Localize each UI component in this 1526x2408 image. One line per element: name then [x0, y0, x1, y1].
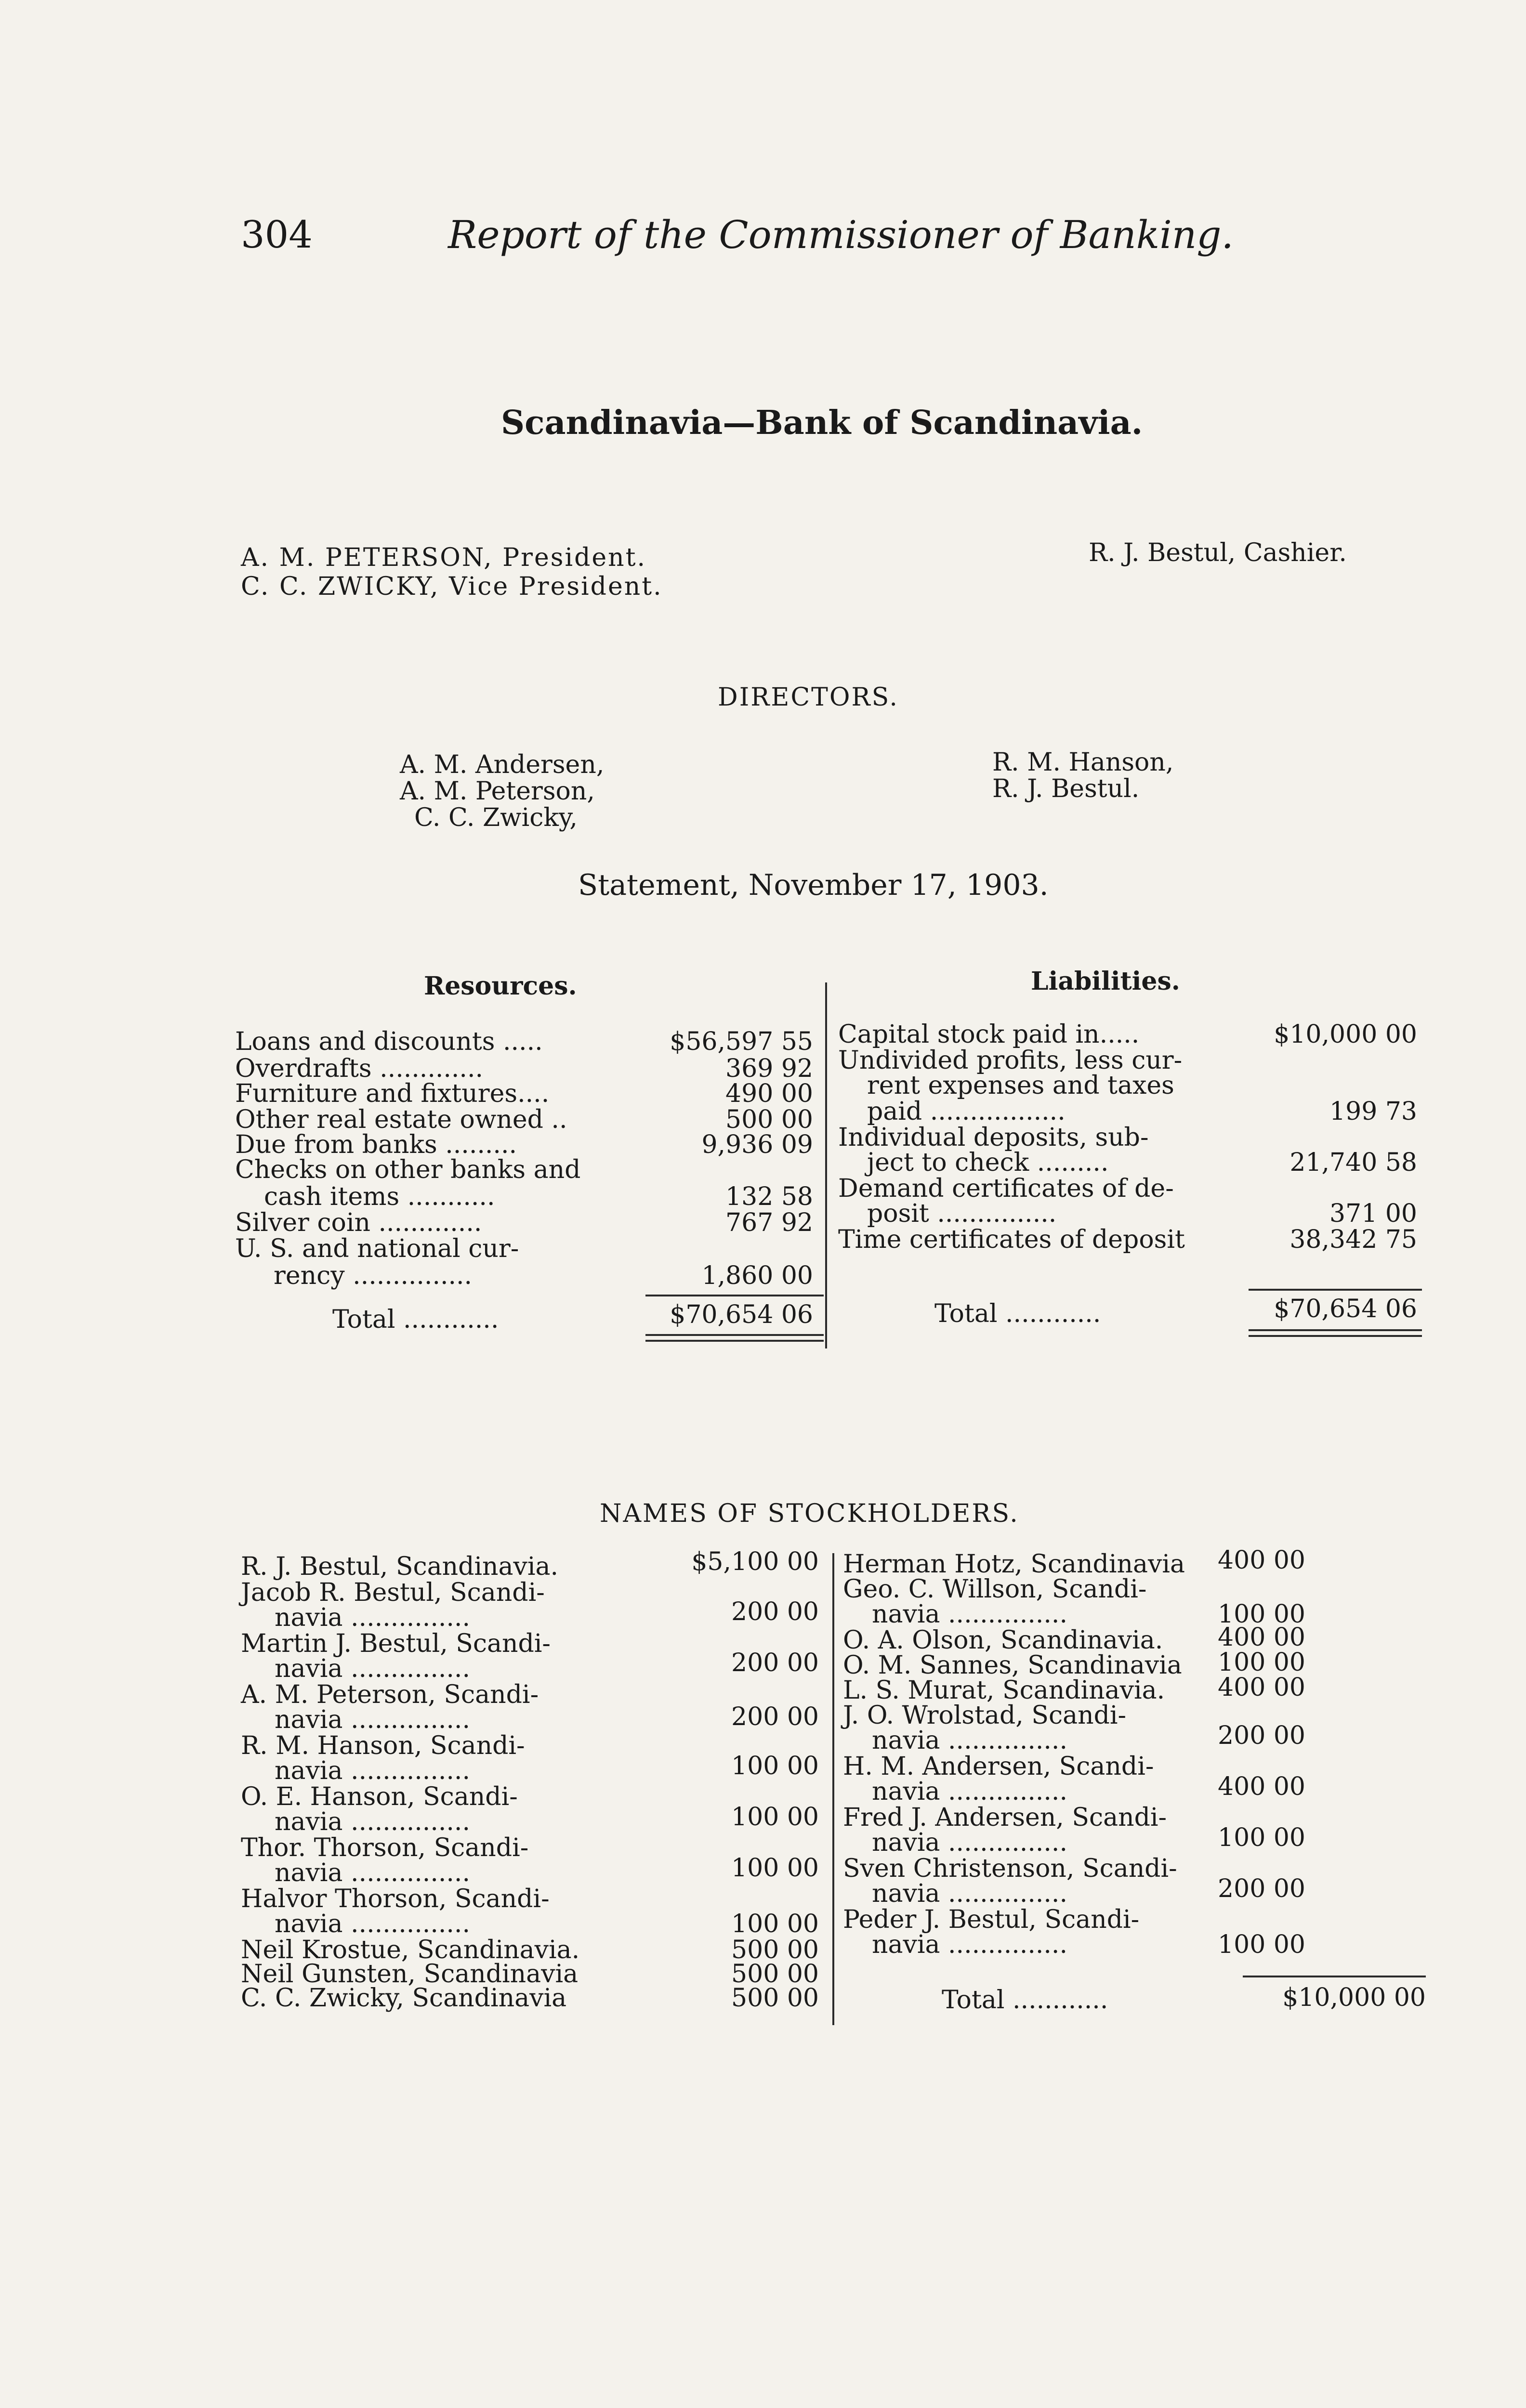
resource-label: rency ............... — [274, 1261, 473, 1290]
stockholder-name: navia ............... — [872, 1600, 1067, 1629]
stockholder-name: navia ............... — [275, 1807, 470, 1836]
resource-amount: 500 00 — [725, 1105, 813, 1134]
liabilities-total-label: Total ............ — [934, 1299, 1101, 1328]
liability-label: ject to check ......... — [867, 1148, 1109, 1177]
stockholder-amount: 100 00 — [1218, 1600, 1305, 1629]
table-row — [235, 1105, 823, 1134]
stockholder-name: Neil Krostue, Scandinavia. — [241, 1936, 580, 1964]
liability-amount: 38,342 75 — [1289, 1225, 1417, 1254]
resource-label: cash items ........... — [264, 1182, 495, 1211]
resources-subtotal-rule — [645, 1295, 824, 1296]
stockholder-name: Martin J. Bestul, Scandi- — [241, 1629, 551, 1658]
liability-label: rent expenses and taxes — [867, 1071, 1174, 1100]
director-left-0: A. M. Andersen, — [400, 750, 605, 779]
stockholder-name: Jacob R. Bestul, Scandi- — [241, 1578, 545, 1607]
stockholder-name: L. S. Murat, Scandinavia. — [843, 1676, 1165, 1705]
stockholder-name: navia ............... — [872, 1930, 1067, 1959]
bank-title: Scandinavia—Bank of Scandinavia. — [501, 404, 1143, 442]
stockholder-amount: 200 00 — [731, 1597, 819, 1626]
stockholder-name: R. M. Hanson, Scandi- — [241, 1731, 525, 1760]
liability-label: Capital stock paid in..... — [838, 1020, 1140, 1049]
stockholder-name: C. C. Zwicky, Scandinavia — [241, 1984, 567, 2013]
stockholder-amount: 400 00 — [1218, 1772, 1305, 1801]
table-row — [235, 1209, 823, 1235]
table-row — [838, 1098, 1426, 1124]
liability-label: posit ............... — [867, 1199, 1057, 1228]
stockholder-name: Halvor Thorson, Scandi- — [241, 1885, 550, 1913]
resource-amount: 767 92 — [725, 1208, 813, 1237]
resource-amount: $56,597 55 — [670, 1027, 813, 1056]
table-row — [235, 1130, 823, 1159]
stockholder-name: Neil Gunsten, Scandinavia — [241, 1960, 579, 1989]
stockholder-amount: 100 00 — [1218, 1930, 1305, 1959]
resource-label: Checks on other banks and — [235, 1155, 581, 1184]
stockholder-name: H. M. Andersen, Scandi- — [843, 1752, 1154, 1781]
table-row — [838, 1200, 1426, 1226]
list-item — [241, 1803, 824, 1836]
stockholder-amount: 200 00 — [731, 1649, 819, 1677]
stockholder-name: navia ............... — [872, 1879, 1067, 1908]
stockholder-amount: 500 00 — [731, 1960, 819, 1989]
list-item — [241, 1885, 824, 1911]
director-right-1: R. J. Bestul. — [992, 774, 1140, 803]
stockholder-amount: 500 00 — [731, 1984, 819, 2013]
cashier: R. J. Bestul, Cashier. — [1089, 538, 1347, 567]
stockholder-name: navia ............... — [872, 1777, 1067, 1806]
list-item — [843, 1803, 1431, 1832]
list-item — [843, 1752, 1431, 1781]
liability-amount: 371 00 — [1329, 1199, 1417, 1228]
stockholder-name: Sven Christenson, Scandi- — [843, 1854, 1177, 1883]
stockholder-amount: 200 00 — [1218, 1721, 1305, 1750]
table-row — [235, 1054, 823, 1083]
stockholder-name: navia ............... — [275, 1756, 470, 1785]
stockholder-amount: 100 00 — [731, 1752, 819, 1780]
liabilities-total-rule-2 — [1249, 1335, 1422, 1337]
stockholder-amount: $5,100 00 — [691, 1547, 819, 1576]
table-row — [838, 1072, 1426, 1098]
table-row — [838, 1174, 1426, 1203]
stockholder-amount: 100 00 — [1218, 1648, 1305, 1677]
stockholder-amount: 100 00 — [731, 1854, 819, 1883]
stockholder-name: Geo. C. Willson, Scandi- — [843, 1575, 1147, 1604]
resources-total: $70,654 06 — [670, 1300, 813, 1329]
list-item — [843, 1874, 1431, 1908]
stockholders-right-list — [843, 1546, 1431, 1959]
table-row — [235, 1156, 823, 1183]
stockholders-total-rule — [1243, 1976, 1426, 1977]
list-item — [843, 1905, 1431, 1934]
list-item — [241, 1597, 824, 1632]
liabilities-total-rule-1 — [1249, 1329, 1422, 1331]
stockholder-name: J. O. Wrolstad, Scandi- — [843, 1701, 1127, 1730]
liabilities-total: $70,654 06 — [1274, 1295, 1417, 1323]
list-item — [843, 1854, 1431, 1883]
resource-label: Due from banks ......... — [235, 1130, 517, 1159]
list-item — [241, 1702, 824, 1734]
stockholder-amount: 100 00 — [731, 1803, 819, 1832]
list-item — [843, 1601, 1431, 1627]
running-title: Report of the Commissioner of Banking. — [448, 212, 1234, 257]
table-row — [235, 1183, 823, 1209]
stockholder-name: navia ............... — [275, 1910, 470, 1938]
resource-label: Loans and discounts ..... — [235, 1027, 543, 1056]
liability-amount: 199 73 — [1329, 1097, 1417, 1126]
table-row — [838, 1149, 1426, 1175]
list-item — [843, 1546, 1431, 1579]
resource-label: U. S. and national cur- — [235, 1234, 519, 1263]
resources-total-rule-2 — [645, 1340, 824, 1342]
list-item — [241, 1984, 824, 2013]
liability-amount: 21,740 58 — [1289, 1148, 1417, 1177]
director-right-0: R. M. Hanson, — [992, 748, 1174, 777]
table-row — [235, 1235, 823, 1262]
liability-amount: $10,000 00 — [1274, 1020, 1417, 1049]
table-row — [235, 1262, 823, 1289]
resource-amount: 132 58 — [725, 1182, 813, 1211]
resource-amount: 9,936 09 — [701, 1130, 813, 1159]
stockholder-name: O. A. Olson, Scandinavia. — [843, 1626, 1163, 1655]
stockholder-amount: 400 00 — [1218, 1673, 1305, 1702]
director-left-2: C. C. Zwicky, — [414, 803, 578, 832]
table-row — [838, 1226, 1426, 1252]
stockholders-heading: NAMES OF STOCKHOLDERS. — [600, 1499, 1019, 1528]
table-row — [838, 1123, 1426, 1152]
stockholder-name: Fred J. Andersen, Scandi- — [843, 1803, 1167, 1832]
list-item — [843, 1623, 1431, 1655]
stockholder-amount: 200 00 — [731, 1702, 819, 1731]
liability-label: Individual deposits, sub- — [838, 1123, 1149, 1152]
stockholder-name: O. M. Sannes, Scandinavia — [843, 1651, 1182, 1680]
liabilities-subtotal-rule — [1249, 1289, 1422, 1291]
liability-label: Time certificates of deposit — [838, 1225, 1185, 1254]
stockholders-left-list — [241, 1547, 824, 2013]
list-item — [843, 1721, 1431, 1755]
resource-amount: 490 00 — [725, 1079, 813, 1108]
page-number: 304 — [241, 213, 313, 257]
stockholder-amount: 200 00 — [1218, 1874, 1305, 1903]
resource-label: Overdrafts ............. — [235, 1054, 484, 1083]
list-item — [241, 1960, 824, 1989]
stockholder-amount: 400 00 — [1218, 1546, 1305, 1575]
list-item — [241, 1911, 824, 1937]
resource-label: Furniture and fixtures.... — [235, 1079, 550, 1108]
table-row — [838, 1021, 1426, 1047]
list-item — [241, 1547, 824, 1581]
resource-label: Other real estate owned .. — [235, 1105, 567, 1134]
stockholder-name: navia ............... — [872, 1726, 1067, 1755]
list-item — [843, 1701, 1431, 1730]
stockholder-name: navia ............... — [275, 1654, 470, 1683]
statement-divider — [825, 982, 827, 1348]
stockholder-amount: 100 00 — [731, 1910, 819, 1938]
liabilities-heading: Liabilities. — [1031, 967, 1180, 996]
stockholder-name: Herman Hotz, Scandinavia — [843, 1550, 1185, 1579]
table-row — [235, 1028, 823, 1055]
list-item — [843, 1931, 1431, 1957]
stockholder-name: navia ............... — [275, 1603, 470, 1632]
liabilities-table — [838, 1021, 1426, 1252]
stockholder-name: A. M. Peterson, Scandi- — [241, 1680, 539, 1709]
director-left-1: A. M. Peterson, — [400, 777, 595, 806]
stockholders-divider — [832, 1553, 834, 2025]
vice-president: C. C. ZWICKY, Vice President. — [241, 572, 663, 601]
resources-total-label: Total ............ — [332, 1305, 499, 1334]
stockholder-name: navia ............... — [275, 1858, 470, 1887]
list-item — [241, 1936, 824, 1964]
liability-label: paid ................. — [867, 1097, 1066, 1126]
list-item — [241, 1752, 824, 1785]
liability-label: Undivided profits, less cur- — [838, 1046, 1183, 1075]
list-item — [241, 1854, 824, 1887]
stockholder-amount: 400 00 — [1218, 1623, 1305, 1652]
resource-amount: 1,860 00 — [701, 1261, 813, 1290]
liability-label: Demand certificates of de- — [838, 1174, 1174, 1203]
stockholder-name: Peder J. Bestul, Scandi- — [843, 1905, 1140, 1934]
resources-heading: Resources. — [424, 971, 577, 1001]
stockholder-name: navia ............... — [275, 1705, 470, 1734]
resource-amount: 369 92 — [725, 1054, 813, 1083]
stockholder-name: Thor. Thorson, Scandi- — [241, 1833, 529, 1862]
resources-table — [235, 1028, 823, 1289]
resources-total-rule-1 — [645, 1334, 824, 1336]
list-item — [843, 1673, 1431, 1705]
stockholder-name: O. E. Hanson, Scandi- — [241, 1782, 518, 1811]
list-item — [843, 1772, 1431, 1806]
list-item — [843, 1648, 1431, 1680]
resource-label: Silver coin ............. — [235, 1208, 482, 1237]
directors-heading: DIRECTORS. — [718, 683, 899, 712]
stockholders-total: $10,000 00 — [1282, 1983, 1426, 2012]
list-item — [843, 1575, 1431, 1604]
stockholder-name: R. J. Bestul, Scandinavia. — [241, 1552, 559, 1581]
stockholder-amount: 100 00 — [1218, 1823, 1305, 1852]
table-row — [838, 1046, 1426, 1075]
stockholder-name: navia ............... — [872, 1828, 1067, 1857]
stockholder-amount: 500 00 — [731, 1936, 819, 1964]
table-row — [235, 1080, 823, 1106]
stockholders-total-label: Total ............ — [942, 1986, 1108, 2015]
statement-title: Statement, November 17, 1903. — [578, 868, 1049, 902]
list-item — [241, 1649, 824, 1683]
list-item — [843, 1823, 1431, 1857]
president: A. M. PETERSON, President. — [241, 543, 647, 572]
